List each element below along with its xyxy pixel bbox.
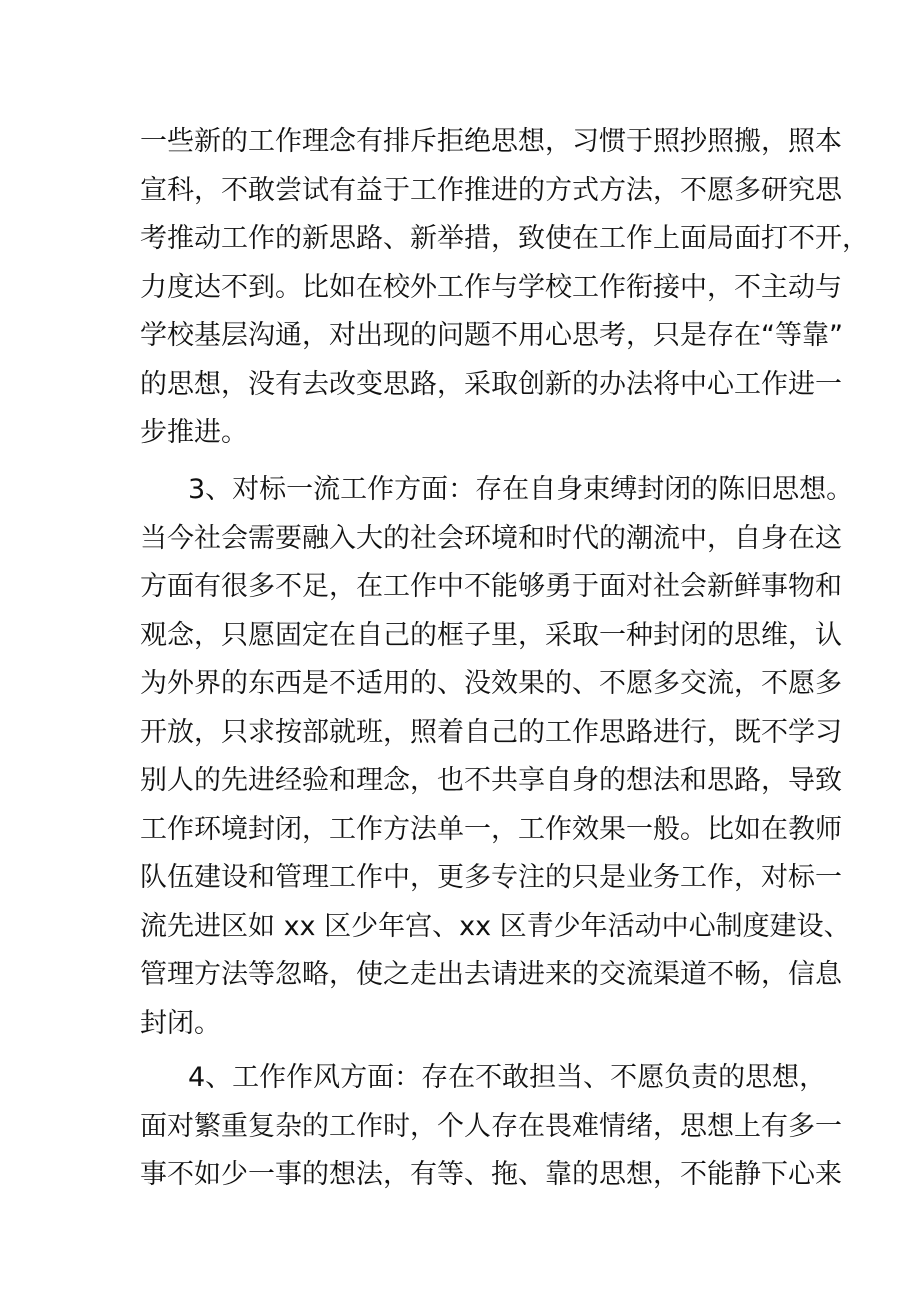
text-line: 观念，只愿固定在自己的框子里，采取一种封闭的思维，认 — [140, 619, 842, 651]
text-line: 力度达不到。比如在校外工作与学校工作衔接中，不主动与 — [140, 271, 842, 303]
text-line: 考推动工作的新思路、新举措，致使在工作上面局面打不开， — [140, 223, 869, 254]
text-line: 当今社会需要融入大的社会环境和时代的潮流中，自身在这 — [140, 522, 842, 554]
text-line: 管理方法等忽略，使之走出去请进来的交流渠道不畅，信息 — [140, 959, 842, 990]
text-line: 为外界的东西是不适用的、没效果的、不愿多交流，不愿多 — [140, 668, 842, 699]
text-line: 开放，只求按部就班，照着自己的工作思路进行，既不学习 — [140, 716, 842, 748]
text-line: 学校基层沟通，对出现的问题不用心思考，只是存在“等靠” — [140, 320, 843, 351]
text-line: 流先进区如 xx 区少年宫、xx 区青少年活动中心制度建设、 — [140, 910, 851, 942]
paragraph-work-concepts — [140, 118, 869, 458]
text-line-heading: 3、对标一流工作方面：存在自身束缚封闭的陈旧思想。 — [188, 474, 854, 505]
text-line: 方面有很多不足，在工作中不能够勇于面对社会新鲜事物和 — [140, 571, 842, 602]
text-line: 面对繁重复杂的工作时，个人存在畏难情绪，思想上有多一 — [140, 1110, 842, 1142]
text-line: 步推进。 — [140, 417, 248, 448]
text-line: 的思想，没有去改变思路，采取创新的办法将中心工作进一 — [140, 368, 842, 400]
text-line: 工作环境封闭，工作方法单一，工作效果一般。比如在教师 — [140, 813, 842, 845]
text-line: 封闭。 — [140, 1007, 221, 1039]
text-line: 队伍建设和管理工作中，更多专注的只是业务工作，对标一 — [140, 862, 842, 893]
text-line: 宣科，不敢尝试有益于工作推进的方式方法，不愿多研究思 — [140, 174, 842, 206]
text-line: 一些新的工作理念有排斥拒绝思想，习惯于照抄照搬，照本 — [140, 126, 842, 157]
paragraph-work-style — [140, 1054, 842, 1200]
text-line-heading: 4、工作作风方面：存在不敢担当、不愿负责的思想， — [188, 1062, 827, 1093]
paragraph-benchmarking — [140, 466, 854, 1048]
text-line: 别人的先进经验和理念，也不共享自身的想法和思路，导致 — [140, 765, 842, 796]
text-line: 事不如少一事的想法，有等、拖、靠的思想，不能静下心来 — [140, 1159, 842, 1190]
